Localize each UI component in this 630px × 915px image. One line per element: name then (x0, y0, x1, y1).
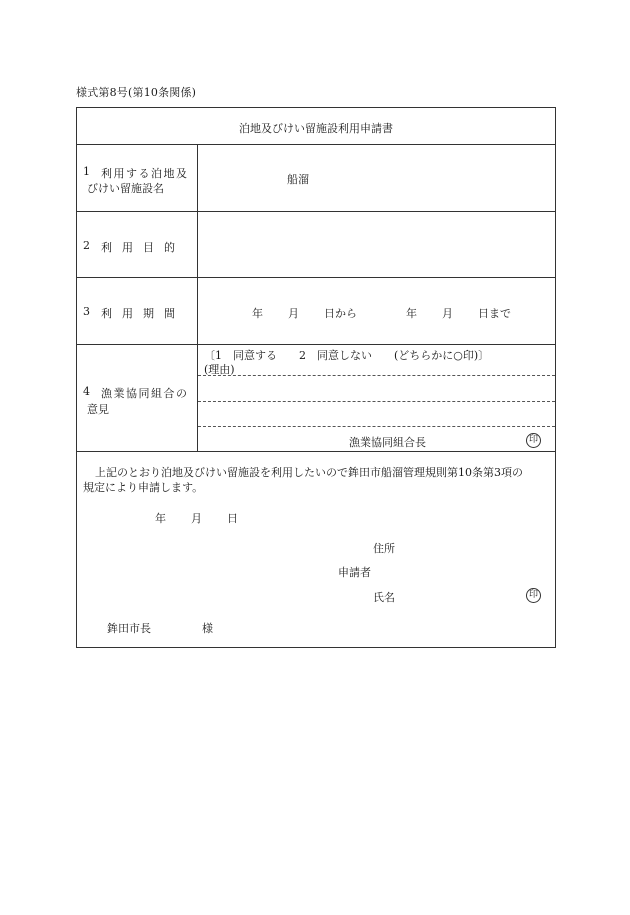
consent-choice-line: 〔1 同意する 2 同意しない (どちらかに○印)〕 (204, 349, 490, 362)
reason-line (198, 375, 555, 376)
application-form (76, 107, 556, 648)
declaration-text-line2: 規定により申請します。 (83, 481, 204, 494)
cooperative-head-label: 漁業協同組合長 (349, 436, 426, 449)
form-title: 泊地及びけい留施設利用申請書 (239, 122, 393, 135)
addressee-label: 鉾田市長 (107, 622, 151, 635)
row-number: 2 (83, 239, 90, 252)
purpose-value-cell[interactable] (198, 212, 555, 277)
period-label: 利用期間 (101, 307, 185, 320)
cooperative-opinion-label-line2: 意見 (87, 403, 109, 416)
to-month-label: 月 (442, 307, 453, 320)
facility-name-value-cell[interactable] (198, 145, 555, 211)
facility-name-label-cell (77, 145, 198, 211)
purpose-label: 利用目的 (101, 241, 185, 254)
facility-name-label-line1: 利用する泊地及 (101, 167, 189, 180)
reason-label: (理由) (204, 363, 235, 376)
name-label: 氏名 (373, 591, 395, 604)
facility-name-value: 船溜 (287, 173, 309, 186)
applicant-label: 申請者 (338, 566, 371, 579)
address-label: 住所 (373, 542, 395, 555)
row-number: 1 (83, 165, 90, 178)
period-row (77, 278, 555, 345)
declaration-text-line1: 上記のとおり泊地及びけい留施設を利用したいので鉾田市船溜管理規則第10条第3項の (95, 466, 523, 479)
seal-mark: 印 (526, 433, 541, 448)
date-day-label: 日 (227, 512, 238, 525)
reason-line (198, 426, 555, 427)
cooperative-opinion-label-line1: 漁業協同組合の (101, 387, 189, 400)
seal-mark: 印 (526, 588, 541, 603)
honorific-label: 様 (202, 622, 213, 635)
date-year-label: 年 (155, 512, 166, 525)
to-year-label: 年 (406, 307, 417, 320)
declaration-block (77, 452, 555, 647)
from-year-label: 年 (252, 307, 263, 320)
form-number-label: 様式第8号(第10条関係) (76, 86, 197, 99)
facility-name-row (77, 145, 555, 212)
date-month-label: 月 (191, 512, 202, 525)
cooperative-opinion-row (77, 345, 555, 452)
period-value-cell[interactable] (198, 278, 555, 344)
facility-name-label-line2: びけい留施設名 (87, 182, 164, 195)
row-number: 3 (83, 305, 90, 318)
to-day-label: 日まで (478, 307, 511, 320)
purpose-row (77, 212, 555, 278)
purpose-label-cell (77, 212, 198, 277)
period-label-cell (77, 278, 198, 344)
reason-line (198, 401, 555, 402)
form-title-row (77, 108, 555, 145)
from-day-label: 日から (324, 307, 357, 320)
cooperative-opinion-label-cell (77, 345, 198, 451)
row-number: 4 (83, 385, 90, 398)
cooperative-opinion-value-cell[interactable] (198, 345, 555, 451)
from-month-label: 月 (288, 307, 299, 320)
